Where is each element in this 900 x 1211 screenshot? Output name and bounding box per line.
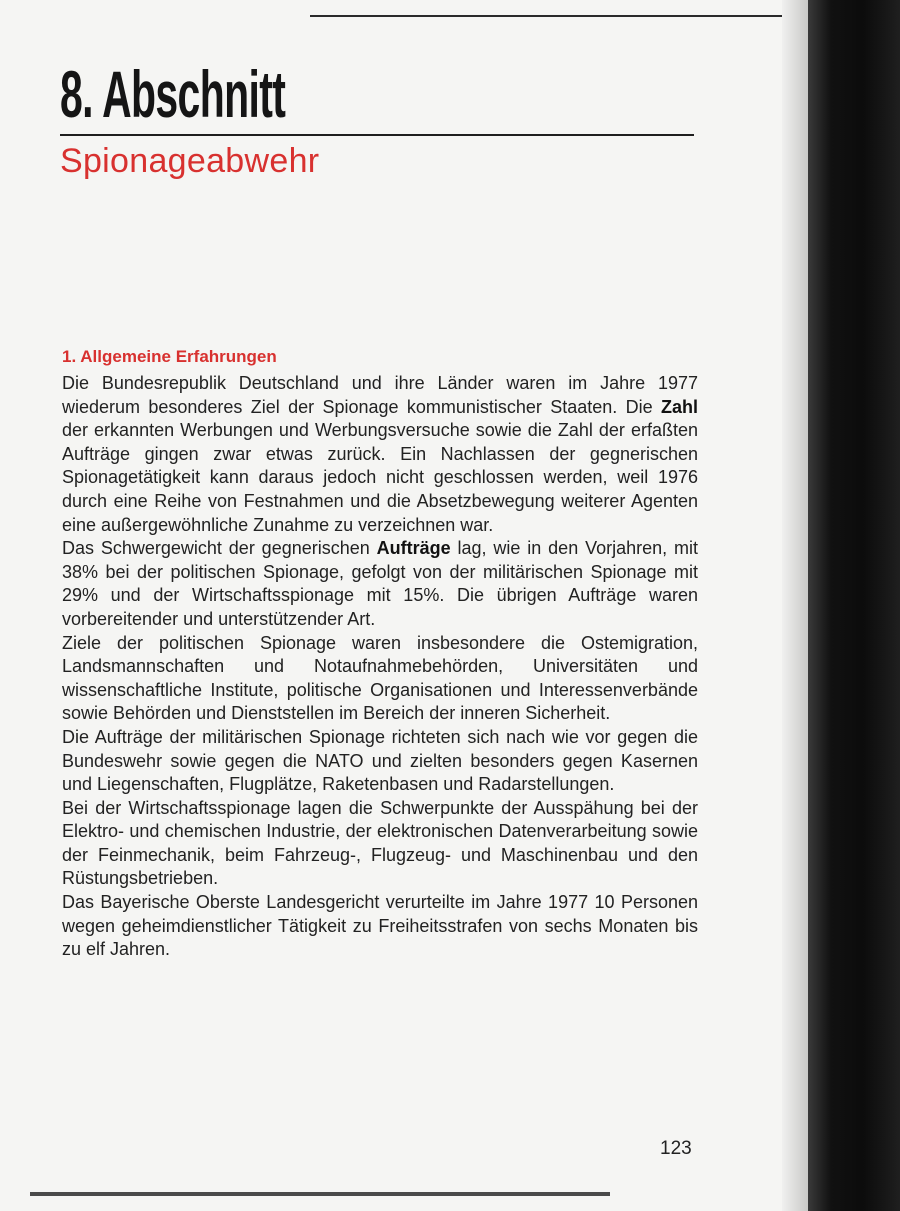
subsection-heading <box>62 346 698 368</box>
page-bottom-edge <box>30 1192 610 1196</box>
paragraph-4 <box>62 726 698 797</box>
paragraph-text: Das Bayerische Oberste Landesgericht verurteilte im Jahre 1977 10 Personen wegen geheimdienstlicher Tätigkeit zu Freiheitsstrafen von sechs Monaten bis zu elf Jahren. <box>62 892 698 960</box>
paragraph-text: der erkannten Werbungen und Werbungsversuche sowie die Zahl der erfaßten Aufträge gingen zwar etwas zurück. Ein Nachlassen der gegnerischen Spionagetätigkeit kann daraus jedoch nicht geschlossen werden, weil 1976 durch eine Reihe von Festnahmen und die Absetzbewegung weiterer Agenten eine außergewöhnliche Zunahme zu verzeichnen war. <box>62 420 698 535</box>
paragraph-6 <box>62 891 698 962</box>
body-text <box>62 346 698 962</box>
page-top-edge <box>310 15 790 17</box>
paragraph-1 <box>62 372 698 537</box>
book-gutter-light <box>782 0 808 1211</box>
section-title: Spionageabwehr <box>60 142 320 180</box>
paragraph-text: Die Aufträge der militärischen Spionage richteten sich nach wie vor gegen die Bundeswehr sowie gegen die NATO und zielten besonders gegen Kasernen und Liegenschaften, Flugplätze, Raketenbasen und Radarstellungen. <box>62 726 698 795</box>
section-number-heading: 8. Abschnitt <box>60 57 286 131</box>
paragraph-text: Bei der Wirtschaftsspionage lagen die Schwerpunkte der Ausspähung bei der Elektro- und chemischen Industrie, der elektronischen Datenverarbeitung sowie der Feinmechanik, beim Fahrzeug-, Flugzeug- und Maschinenbau und den Rüstungsbetrieben. <box>62 797 698 889</box>
paragraph-2 <box>62 537 698 631</box>
subsection-title: Allgemeine Erfahrungen <box>80 347 277 366</box>
paragraph-text: Das Schwergewicht der gegnerischen <box>62 538 377 559</box>
paragraph-5 <box>62 797 698 891</box>
paragraph-3 <box>62 632 698 726</box>
paragraph-keyword: Zahl <box>660 396 698 417</box>
book-binding-shadow <box>862 0 900 1211</box>
paragraph-keyword: Aufträge <box>376 538 451 559</box>
paragraph-text: lag, wie in den Vorjahren, mit 38% bei der politischen Spionage, gefolgt von der militärischen Spionage mit 29% und der Wirtschaftsspionage mit 15%. Die übrigen Aufträge waren vorbereitender und unterstützender Art. <box>62 538 698 629</box>
paragraph-text: Die Bundesrepublik Deutschland und ihre Länder waren im Jahre 1977 wiederum besonderes Ziel der Spionage kommunistischer Staaten. Die <box>62 373 698 417</box>
page-number: 123 <box>660 1138 692 1159</box>
title-rule-divider <box>60 134 694 136</box>
paragraph-text: Ziele der politischen Spionage waren insbesondere die Ostemigration, Landsmannschaften und Notaufnahmebehörden, Universitäten und wissenschaftliche Institute, politische Organisationen und Interessenverbände sowie Behörden und Dienststellen im Bereich der inneren Sicherheit. <box>62 632 698 724</box>
subsection-number: 1. <box>62 347 77 366</box>
